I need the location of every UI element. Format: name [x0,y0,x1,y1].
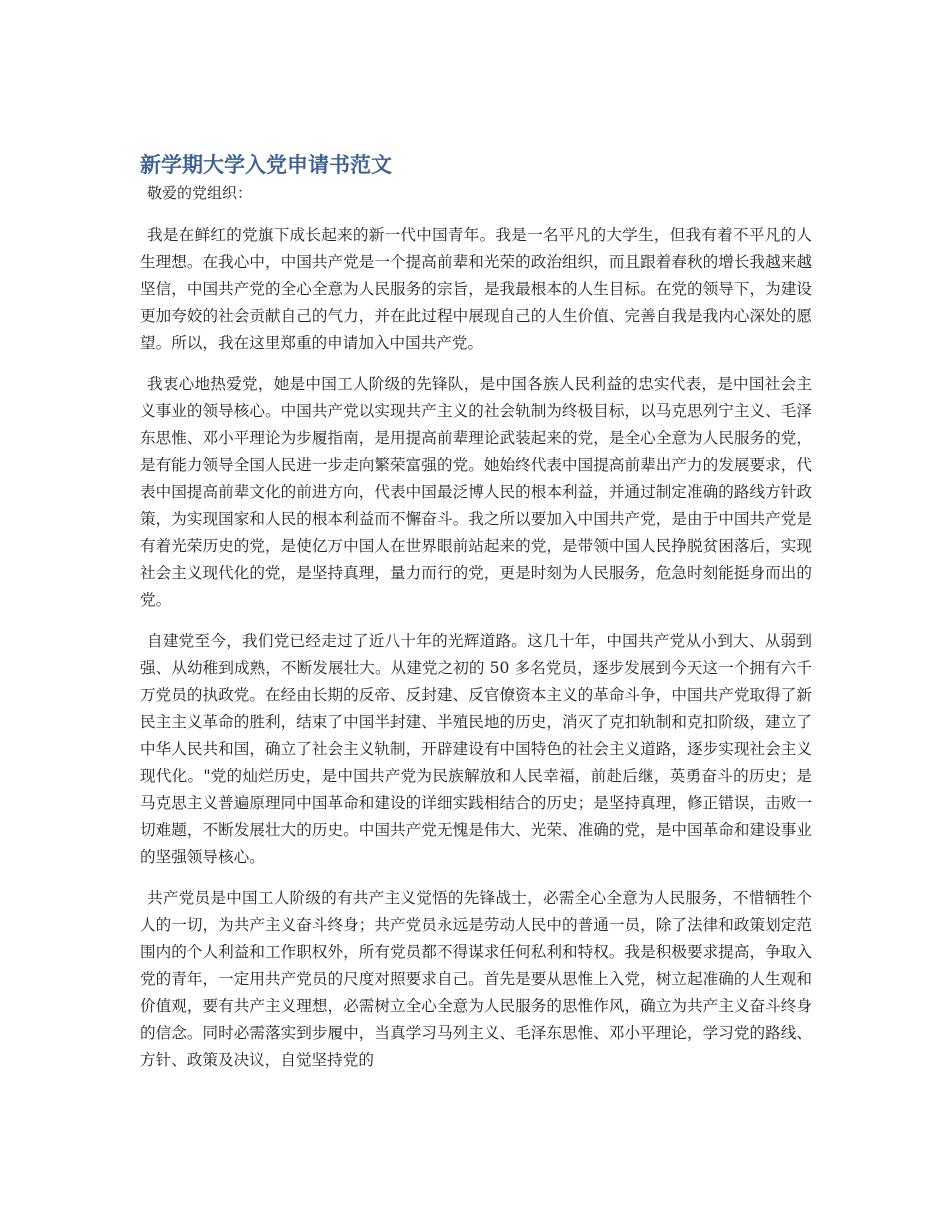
body-paragraph-2: 我衷心地热爱党，她是中国工人阶级的先锋队，是中国各族人民利益的忠实代表，是中国社会主义事业的领导核心。中国共产党以实现共产主义的社会轨制为终极目标，以马克思列宁主义、毛泽东思惟、邓小平理论为步履指南，是用提高前辈理论武装起来的党，是全心全意为人民服务的党，是有能力领导全国人民进一步走向繁荣富强的党。她始终代表中国提高前辈出产力的发展要求，代表中国提高前辈文化的前进方向，代表中国最泛博人民的根本利益，并通过制定准确的路线方针政策，为实现国家和人民的根本利益而不懈奋斗。我之所以要加入中国共产党，是由于中国共产党是有着光荣历史的党，是使亿万中国人在世界眼前站起来的党，是带领中国人民挣脱贫困落后，实现社会主义现代化的党，是坚持真理，量力而行的党，更是时刻为人民服务，危急时刻能挺身而出的党。 [140,375,812,609]
salutation: 敬爱的党组织： [147,184,253,202]
document-title: 新学期大学入党申请书范文 [140,153,392,177]
body-paragraph-4: 共产党员是中国工人阶级的有共产主义觉悟的先锋战士，必需全心全意为人民服务，不惜牺牲个人的一切，为共产主义奋斗终身；共产党员永远是劳动人民中的普通一员，除了法律和政策划定范围内的个人利益和工作职权外，所有党员都不得谋求任何私利和特权。我是积极要求提高，争取入党的青年，一定用共产党员的尺度对照要求自己。首先是要从思惟上入党，树立起准确的人生观和价值观，要有共产主义理想，必需树立全心全意为人民服务的思惟作风，确立为共产主义奋斗终身的信念。同时必需落实到步履中，当真学习马列主义、毛泽东思惟、邓小平理论，学习党的路线、方针、政策及决议，自觉坚持党的 [140,889,812,1069]
document-page [140,150,812,1074]
body-paragraph-3: 自建党至今，我们党已经走过了近八十年的光辉道路。这几十年，中国共产党从小到大、从弱到强、从幼稚到成熟，不断发展壮大。从建党之初的 50 多名党员，逐步发展到今天这一个拥有六千万党员的执政党。在经由长期的反帝、反封建、反官僚资本主义的革命斗争，中国共产党取得了新民主主义革命的胜利，结束了中国半封建、半殖民地的历史，消灭了克扣轨制和克扣阶级，建立了中华人民共和国，确立了社会主义轨制，开辟建设有中国特色的社会主义道路，逐步实现社会主义现代化。"党的灿烂历史，是中国共产党为民族解放和人民幸福，前赴后继，英勇奋斗的历史；是马克思主义普遍原理同中国革命和建设的详细实践相结合的历史；是坚持真理，修正错误，击败一切难题，不断发展壮大的历史。中国共产党无愧是伟大、光荣、准确的党，是中国革命和建设事业的坚强领导核心。 [140,632,812,866]
body-paragraph-1: 我是在鲜红的党旗下成长起来的新一代中国青年。我是一名平凡的大学生，但我有着不平凡的人生理想。在我心中，中国共产党是一个提高前辈和光荣的政治组织，而且跟着春秋的增长我越来越坚信，中国共产党的全心全意为人民服务的宗旨，是我最根本的人生目标。在党的领导下，为建设更加夸姣的社会贡献自己的气力，并在此过程中展现自己的人生价值、完善自我是我内心深处的愿望。所以，我在这里郑重的申请加入中国共产党。 [140,226,812,352]
